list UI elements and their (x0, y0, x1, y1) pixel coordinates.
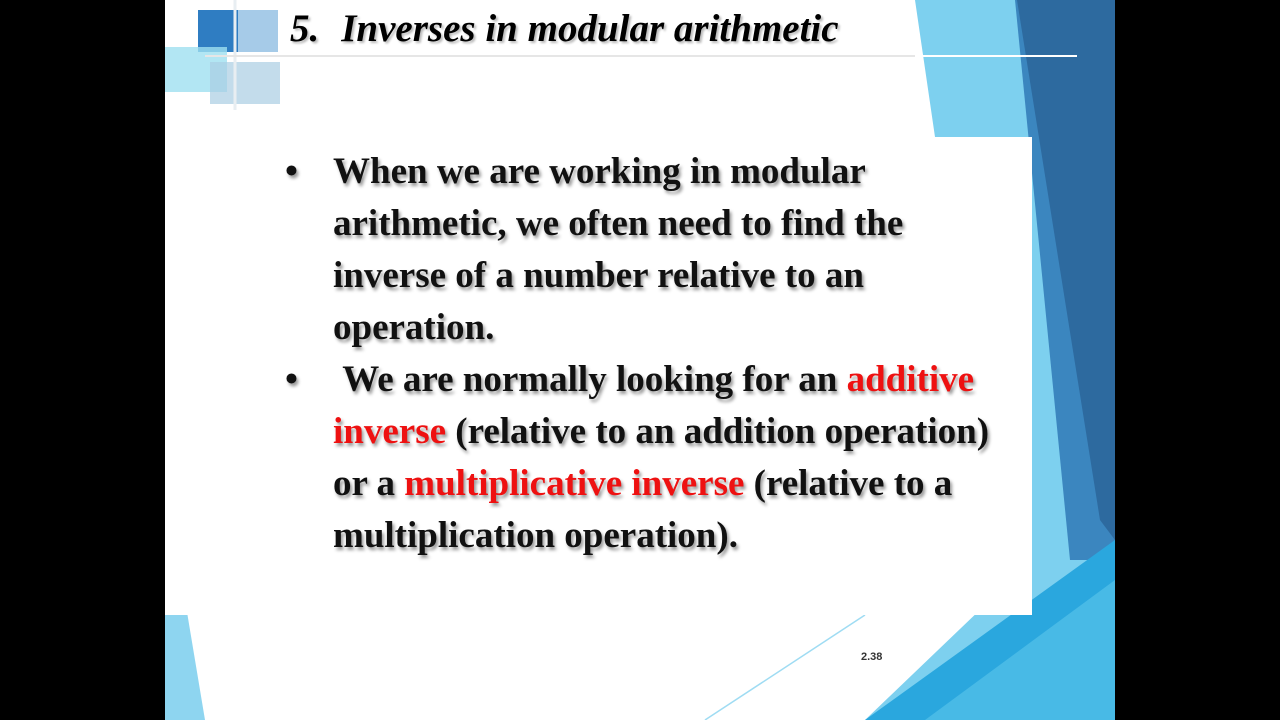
page-number: 2.38 (861, 651, 883, 663)
highlight-additive-inverse: additive inverse (333, 359, 975, 452)
bullet-marker: • (285, 151, 298, 192)
slide (165, 0, 1115, 720)
bullet-item (285, 354, 1005, 562)
bullet-text: When we are working in modular arithmetic, we often need to find the inverse of a number relative to an operation. (333, 151, 904, 348)
bullet-text: (relative to an addition operation) or a (333, 411, 999, 504)
title-text: Inverses in modular arithmetic (341, 7, 839, 50)
bullet-item (285, 146, 1005, 354)
bullet-list (285, 146, 1005, 562)
slide-title (290, 6, 839, 51)
highlight-multiplicative-inverse: multiplicative inverse (404, 463, 745, 504)
bullet-text: (relative to a multiplication operation). (333, 463, 962, 556)
diagonal-line (705, 615, 865, 720)
bullet-text: We are normally looking for an (333, 359, 847, 400)
bullet-marker: • (285, 359, 298, 400)
title-number: 5. (290, 7, 320, 50)
